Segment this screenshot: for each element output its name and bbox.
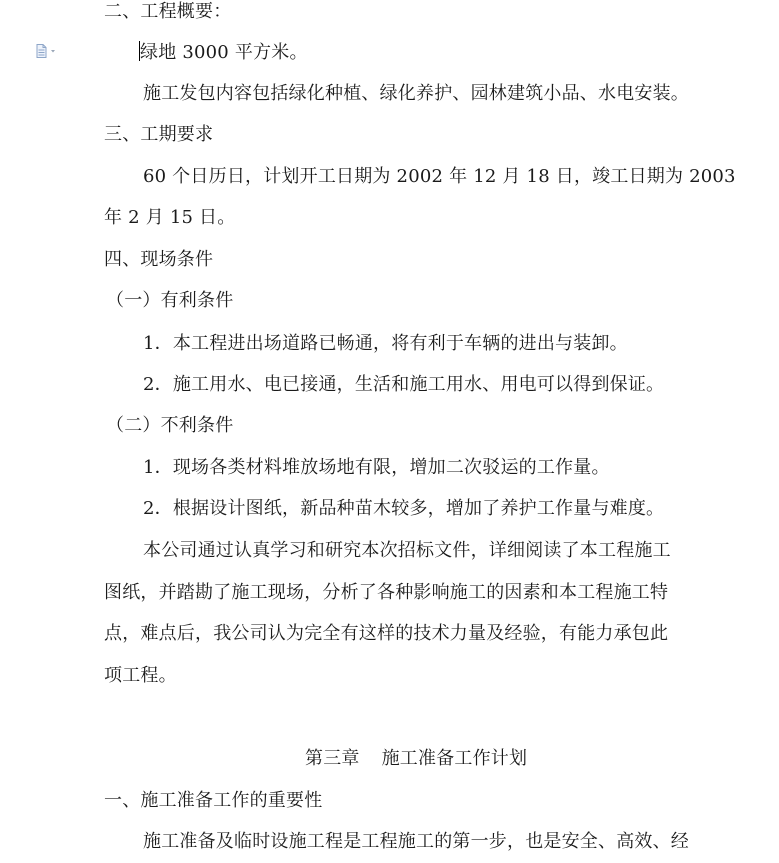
- section-heading-overview: 二、工程概要：: [104, 1, 232, 22]
- list-item-favorable-2: 2．施工用水、电已接通，生活和施工用水、用电可以得到保证。: [143, 374, 665, 395]
- section-heading-preparation: 一、施工准备工作的重要性: [104, 790, 323, 811]
- text-line-summary-4: 项工程。: [104, 665, 177, 686]
- section-heading-site-conditions: 四、现场条件: [104, 249, 214, 270]
- text-line-summary-3: 点，难点后，我公司认为完全有这样的技术力量及经验，有能力承包此: [104, 623, 669, 644]
- text-area-value: 绿地 3000 平方米。: [140, 42, 308, 63]
- list-item-favorable-1: 1．本工程进出场道路已畅通，将有利于车辆的进出与装卸。: [143, 333, 628, 354]
- text-line-summary-2: 图纸，并踏勘了施工现场，分析了各种影响施工的因素和本工程施工特: [104, 582, 669, 603]
- list-item-unfavorable-2: 2．根据设计图纸，新品种苗木较多，增加了养护工作量与难度。: [143, 498, 665, 519]
- subheading-favorable: （一）有利条件: [106, 290, 234, 311]
- text-line-preparation-1: 施工准备及临时设施工程是工程施工的第一步，也是安全、高效、经: [143, 831, 689, 852]
- chapter-heading: [305, 747, 527, 771]
- text-line-area: [139, 41, 308, 65]
- chapter-title: 施工准备工作计划: [381, 748, 528, 769]
- chapter-number: 第三章: [305, 748, 360, 769]
- subheading-unfavorable: （二）不利条件: [106, 415, 234, 436]
- text-line-summary-1: 本公司通过认真学习和研究本次招标文件，详细阅读了本工程施工: [143, 540, 671, 561]
- section-heading-schedule: 三、工期要求: [104, 124, 214, 145]
- list-item-unfavorable-1: 1．现场各类材料堆放场地有限，增加二次驳运的工作量。: [143, 457, 610, 478]
- text-line-scope: 施工发包内容包括绿化种植、绿化养护、园林建筑小品、水电安装。: [143, 83, 689, 104]
- text-line-schedule-2: 年 2 月 15 日。: [104, 207, 236, 228]
- text-line-schedule-1: 60 个日历日，计划开工日期为 2002 年 12 月 18 日，竣工日期为 2003: [143, 166, 736, 187]
- paragraph-options-icon[interactable]: [36, 44, 58, 58]
